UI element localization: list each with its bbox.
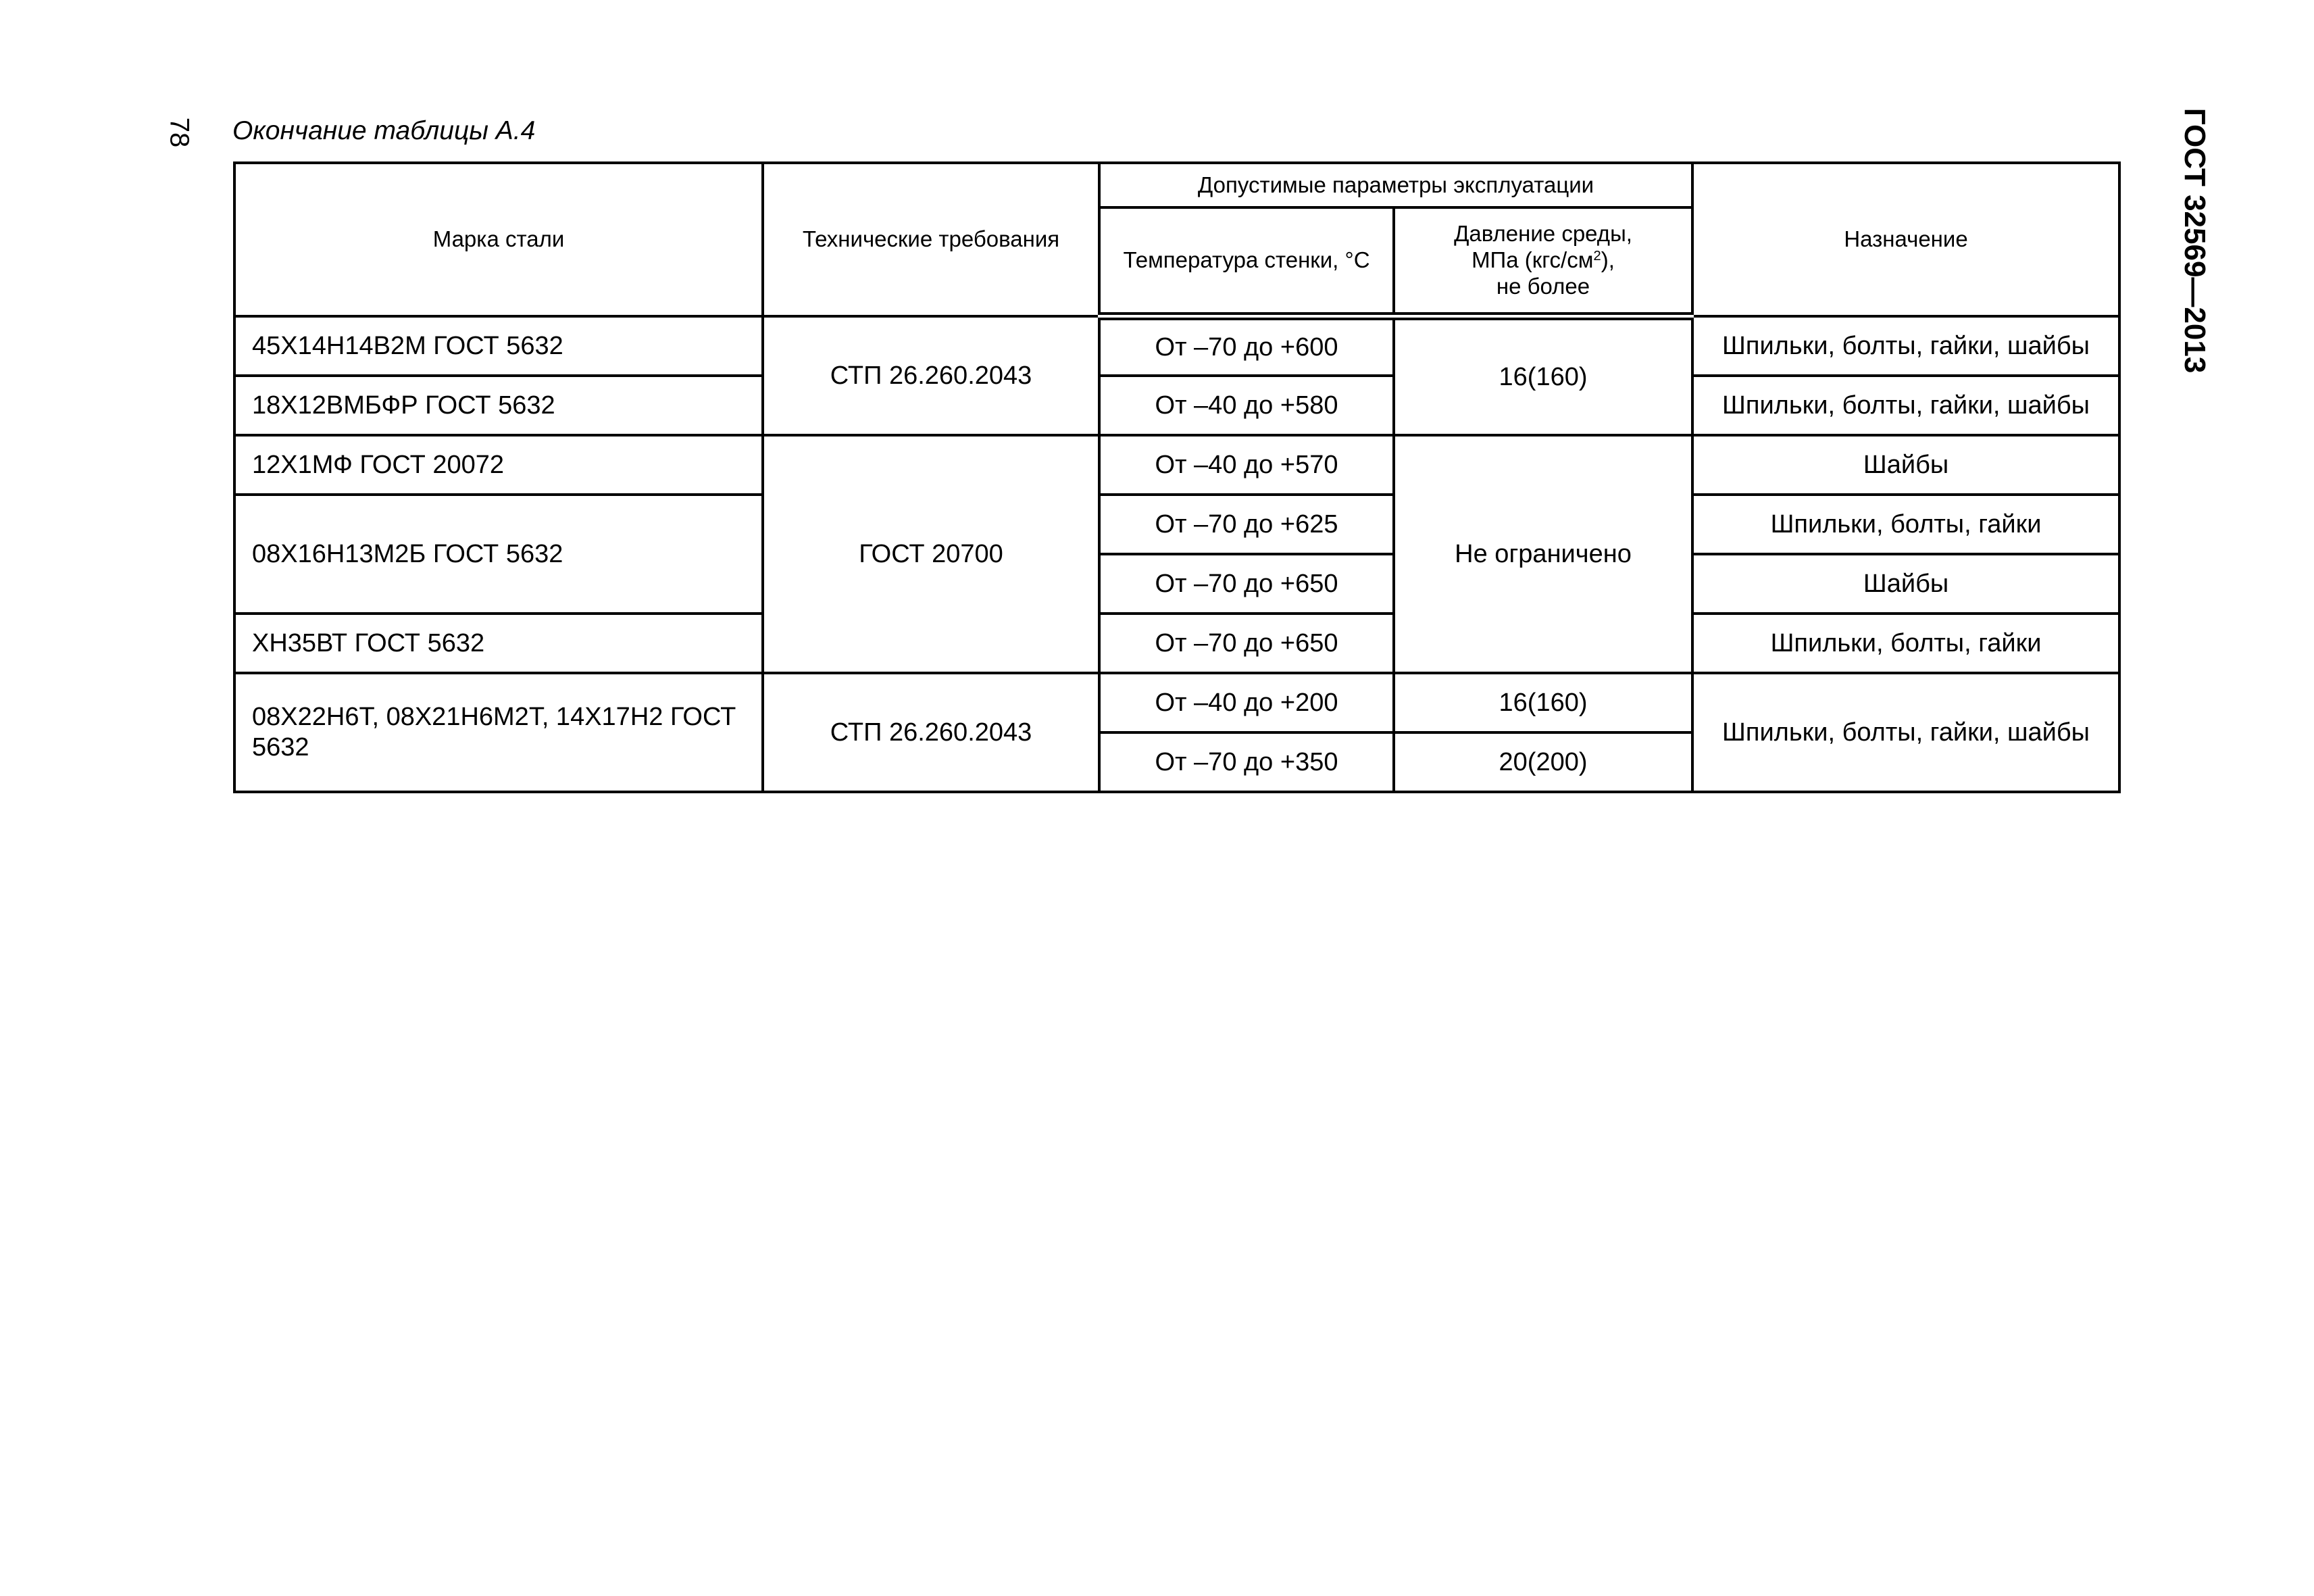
cell-steel-grade: 08Х16Н13М2Б ГОСТ 5632 [234,495,763,614]
table-row [234,614,2119,673]
cell-tech-requirements: СТП 26.260.2043 [763,316,1099,435]
cell-temperature: От –40 до +200 [1099,673,1394,732]
header-pressure-line3: не более [1496,273,1590,299]
header-pressure-line1: Давление среды, [1454,221,1632,247]
header-purpose: Назначение [1692,163,2119,316]
cell-purpose: Шайбы [1692,554,2119,614]
cell-steel-grade: 18Х12ВМБФР ГОСТ 5632 [234,376,763,435]
header-pressure-sup: 2 [1593,247,1601,264]
cell-purpose: Шпильки, болты, гайки, шайбы [1692,376,2119,435]
cell-temperature: От –70 до +600 [1099,316,1394,376]
cell-temperature: От –70 до +625 [1099,495,1394,554]
table-row [234,673,2119,732]
cell-purpose: Шпильки, болты, гайки, шайбы [1692,316,2119,376]
cell-steel-grade: 12Х1МФ ГОСТ 20072 [234,435,763,495]
page-number: 78 [164,117,195,148]
cell-temperature: От –40 до +570 [1099,435,1394,495]
cell-temperature: От –40 до +580 [1099,376,1394,435]
cell-steel-grade: ХН35ВТ ГОСТ 5632 [234,614,763,673]
table-row [234,435,2119,495]
cell-tech-requirements: СТП 26.260.2043 [763,673,1099,792]
table-row [234,495,2119,554]
table-row [234,316,2119,376]
document-code: ГОСТ 32569—2013 [2178,107,2211,374]
header-pressure-line2b: ), [1601,247,1615,273]
steel-table [233,161,2121,793]
header-steel-grade: Марка стали [234,163,763,316]
cell-temperature: От –70 до +650 [1099,554,1394,614]
cell-steel-grade: 45Х14Н14В2М ГОСТ 5632 [234,316,763,376]
header-pressure [1394,207,1692,316]
cell-pressure: 20(200) [1394,732,1692,792]
cell-temperature: От –70 до +650 [1099,614,1394,673]
header-allowed-params: Допустимые параметры эксплуатации [1099,163,1692,207]
cell-pressure: 16(160) [1394,673,1692,732]
header-wall-temperature: Температура стенки, °С [1099,207,1394,316]
table-row [234,376,2119,435]
cell-steel-grade: 08Х22Н6Т, 08Х21Н6М2Т, 14Х17Н2 ГОСТ 5632 [234,673,763,792]
header-tech-requirements: Технические требования [763,163,1099,316]
cell-purpose: Шпильки, болты, гайки [1692,614,2119,673]
cell-pressure: 16(160) [1394,316,1692,435]
cell-pressure: Не ограничено [1394,435,1692,673]
cell-purpose: Шайбы [1692,435,2119,495]
cell-purpose: Шпильки, болты, гайки [1692,495,2119,554]
cell-tech-requirements: ГОСТ 20700 [763,435,1099,673]
cell-purpose: Шпильки, болты, гайки, шайбы [1692,673,2119,792]
header-pressure-line2a: МПа (кгс/см [1472,247,1594,273]
table-caption: Окончание таблицы А.4 [232,116,536,145]
cell-temperature: От –70 до +350 [1099,732,1394,792]
